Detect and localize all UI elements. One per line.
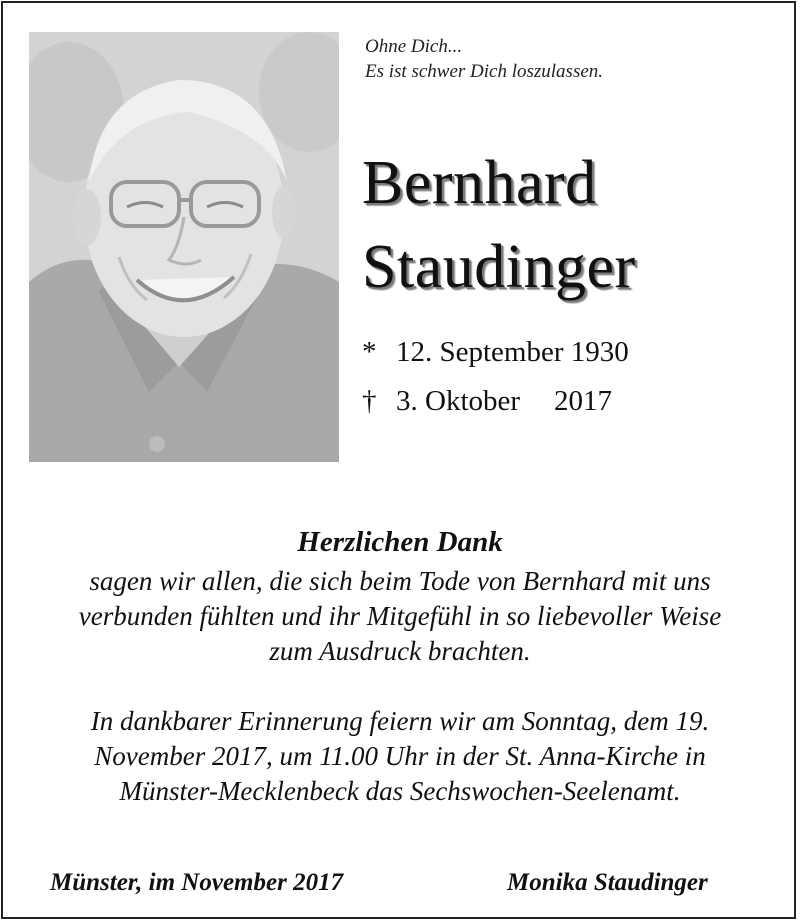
first-name: Bernhard: [362, 149, 597, 217]
thanks-heading: Herzlichen Dank: [297, 526, 503, 558]
thanks-paragraph: [0, 564, 800, 669]
signature: Monika Staudinger: [507, 869, 708, 896]
birth-day: 12. September: [396, 336, 564, 368]
motto-line-2: Es ist schwer Dich loszulassen.: [365, 61, 604, 82]
death-date: [362, 385, 612, 418]
birth-year: 1930: [570, 336, 629, 368]
death-year: 2017: [554, 385, 613, 417]
motto-line-1: Ohne Dich...: [365, 36, 463, 57]
birth-date: [362, 336, 629, 369]
service-line: In dankbarer Erinnerung feiern wir am Sonntag, dem 19.: [90, 706, 710, 736]
thanks-line: sagen wir allen, die sich beim Tode von Bernhard mit uns: [89, 566, 711, 596]
death-day: 3. Oktober: [396, 385, 521, 417]
service-line: Münster-Mecklenbeck das Sechswochen-Seelenamt.: [119, 776, 681, 806]
motto: [365, 34, 603, 84]
service-paragraph: [0, 704, 800, 809]
thanks-line: verbunden fühlten und ihr Mitgefühl in so liebevoller Weise: [78, 601, 722, 631]
portrait-illustration: [29, 32, 339, 462]
death-cross-icon: †: [362, 385, 377, 417]
thanks-line: zum Ausdruck brachten.: [269, 636, 531, 666]
last-name: Staudinger: [362, 233, 636, 301]
place-and-date: Münster, im November 2017: [50, 869, 344, 896]
portrait-photo: [29, 32, 339, 462]
service-line: November 2017, um 11.00 Uhr in der St. Anna-Kirche in: [94, 741, 706, 771]
birth-star-icon: *: [362, 336, 377, 368]
